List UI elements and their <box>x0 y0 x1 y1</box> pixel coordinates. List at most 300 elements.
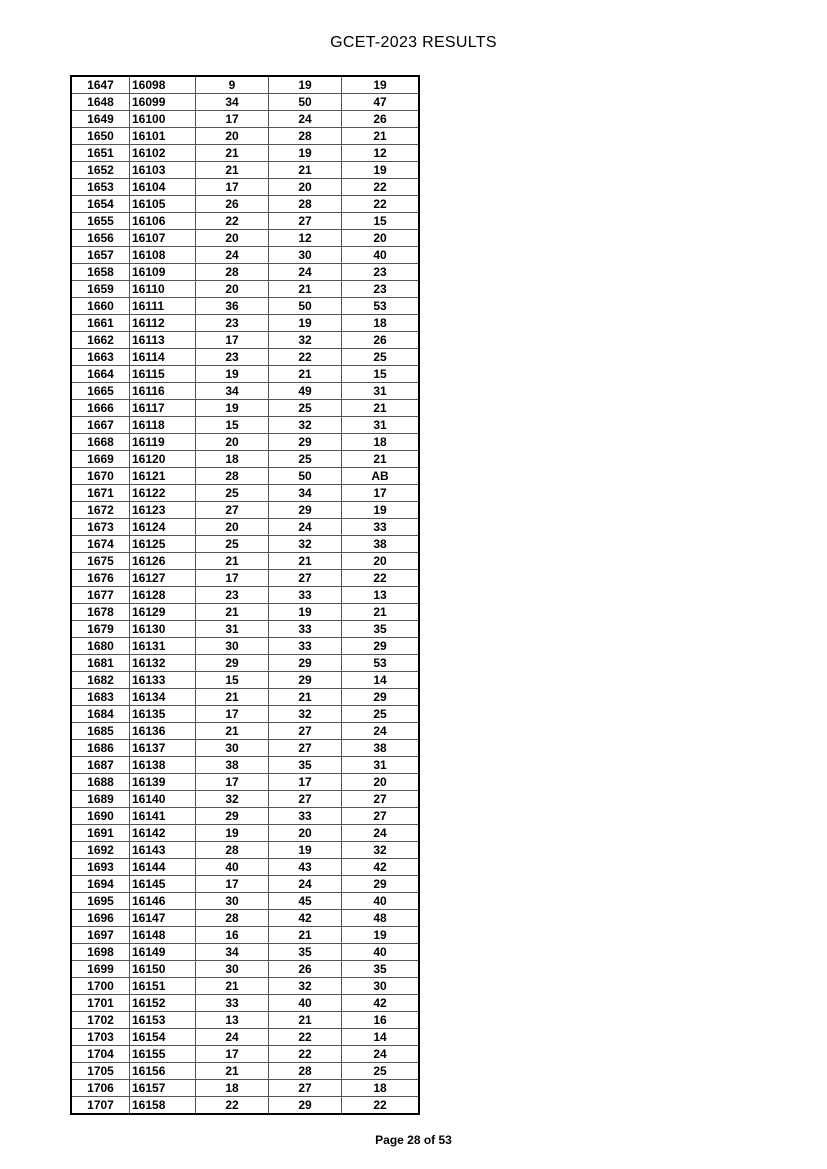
score-3-cell: 29 <box>342 638 420 655</box>
score-3-cell: 38 <box>342 740 420 757</box>
page-title: GCET-2023 RESULTS <box>330 34 497 51</box>
roll-number-cell: 16150 <box>130 961 196 978</box>
score-3-cell: 16 <box>342 1012 420 1029</box>
serial-number-cell: 1650 <box>71 128 130 145</box>
score-2-cell: 29 <box>269 655 342 672</box>
serial-number-cell: 1678 <box>71 604 130 621</box>
table-row <box>71 366 419 383</box>
table-row <box>71 944 419 961</box>
score-2-cell: 28 <box>269 128 342 145</box>
serial-number-cell: 1685 <box>71 723 130 740</box>
score-3-cell: 26 <box>342 111 420 128</box>
roll-number-cell: 16153 <box>130 1012 196 1029</box>
roll-number-cell: 16140 <box>130 791 196 808</box>
table-row <box>71 383 419 400</box>
score-1-cell: 22 <box>196 213 269 230</box>
serial-number-cell: 1674 <box>71 536 130 553</box>
score-2-cell: 33 <box>269 808 342 825</box>
score-2-cell: 50 <box>269 298 342 315</box>
score-3-cell: 14 <box>342 672 420 689</box>
roll-number-cell: 16123 <box>130 502 196 519</box>
serial-number-cell: 1680 <box>71 638 130 655</box>
score-2-cell: 28 <box>269 196 342 213</box>
score-3-cell: 21 <box>342 400 420 417</box>
table-row <box>71 825 419 842</box>
score-1-cell: 28 <box>196 842 269 859</box>
score-2-cell: 34 <box>269 485 342 502</box>
score-2-cell: 21 <box>269 366 342 383</box>
table-row <box>71 774 419 791</box>
table-row <box>71 842 419 859</box>
table-row <box>71 536 419 553</box>
roll-number-cell: 16155 <box>130 1046 196 1063</box>
roll-number-cell: 16113 <box>130 332 196 349</box>
score-1-cell: 23 <box>196 349 269 366</box>
serial-number-cell: 1695 <box>71 893 130 910</box>
score-2-cell: 28 <box>269 1063 342 1080</box>
score-2-cell: 27 <box>269 723 342 740</box>
score-2-cell: 27 <box>269 213 342 230</box>
score-3-cell: 17 <box>342 485 420 502</box>
score-1-cell: 18 <box>196 1080 269 1097</box>
score-1-cell: 30 <box>196 893 269 910</box>
score-2-cell: 21 <box>269 927 342 944</box>
score-1-cell: 21 <box>196 689 269 706</box>
table-row <box>71 247 419 264</box>
results-table <box>70 75 420 1115</box>
roll-number-cell: 16116 <box>130 383 196 400</box>
table-row <box>71 1029 419 1046</box>
serial-number-cell: 1659 <box>71 281 130 298</box>
score-2-cell: 24 <box>269 519 342 536</box>
score-1-cell: 23 <box>196 315 269 332</box>
roll-number-cell: 16134 <box>130 689 196 706</box>
score-2-cell: 21 <box>269 281 342 298</box>
roll-number-cell: 16106 <box>130 213 196 230</box>
serial-number-cell: 1704 <box>71 1046 130 1063</box>
roll-number-cell: 16101 <box>130 128 196 145</box>
score-3-cell: 31 <box>342 383 420 400</box>
table-row <box>71 485 419 502</box>
score-1-cell: 28 <box>196 264 269 281</box>
score-3-cell: 42 <box>342 995 420 1012</box>
score-3-cell: 23 <box>342 264 420 281</box>
serial-number-cell: 1690 <box>71 808 130 825</box>
score-2-cell: 21 <box>269 162 342 179</box>
roll-number-cell: 16131 <box>130 638 196 655</box>
score-2-cell: 43 <box>269 859 342 876</box>
score-1-cell: 9 <box>196 76 269 94</box>
score-1-cell: 21 <box>196 162 269 179</box>
score-3-cell: 19 <box>342 927 420 944</box>
roll-number-cell: 16105 <box>130 196 196 213</box>
score-1-cell: 20 <box>196 230 269 247</box>
roll-number-cell: 16130 <box>130 621 196 638</box>
roll-number-cell: 16125 <box>130 536 196 553</box>
table-row <box>71 76 419 94</box>
table-row <box>71 434 419 451</box>
score-3-cell: 15 <box>342 213 420 230</box>
score-1-cell: 19 <box>196 400 269 417</box>
score-2-cell: 26 <box>269 961 342 978</box>
roll-number-cell: 16126 <box>130 553 196 570</box>
score-2-cell: 19 <box>269 76 342 94</box>
score-2-cell: 22 <box>269 1046 342 1063</box>
table-row <box>71 859 419 876</box>
serial-number-cell: 1705 <box>71 1063 130 1080</box>
score-3-cell: 14 <box>342 1029 420 1046</box>
table-row <box>71 1063 419 1080</box>
serial-number-cell: 1651 <box>71 145 130 162</box>
roll-number-cell: 16158 <box>130 1097 196 1115</box>
score-1-cell: 20 <box>196 519 269 536</box>
score-2-cell: 25 <box>269 400 342 417</box>
table-row <box>71 757 419 774</box>
roll-number-cell: 16132 <box>130 655 196 672</box>
serial-number-cell: 1657 <box>71 247 130 264</box>
score-2-cell: 33 <box>269 621 342 638</box>
score-1-cell: 30 <box>196 638 269 655</box>
table-row <box>71 927 419 944</box>
table-row <box>71 145 419 162</box>
roll-number-cell: 16128 <box>130 587 196 604</box>
roll-number-cell: 16109 <box>130 264 196 281</box>
score-2-cell: 32 <box>269 706 342 723</box>
roll-number-cell: 16152 <box>130 995 196 1012</box>
serial-number-cell: 1702 <box>71 1012 130 1029</box>
table-row <box>71 689 419 706</box>
score-3-cell: 32 <box>342 842 420 859</box>
results-table-body <box>71 76 419 1114</box>
score-2-cell: 24 <box>269 876 342 893</box>
table-row <box>71 638 419 655</box>
table-row <box>71 128 419 145</box>
score-1-cell: 20 <box>196 281 269 298</box>
serial-number-cell: 1698 <box>71 944 130 961</box>
score-1-cell: 24 <box>196 1029 269 1046</box>
serial-number-cell: 1656 <box>71 230 130 247</box>
score-2-cell: 19 <box>269 315 342 332</box>
score-2-cell: 24 <box>269 111 342 128</box>
score-2-cell: 12 <box>269 230 342 247</box>
roll-number-cell: 16117 <box>130 400 196 417</box>
score-1-cell: 19 <box>196 825 269 842</box>
serial-number-cell: 1672 <box>71 502 130 519</box>
serial-number-cell: 1671 <box>71 485 130 502</box>
score-2-cell: 32 <box>269 417 342 434</box>
score-2-cell: 50 <box>269 468 342 485</box>
roll-number-cell: 16099 <box>130 94 196 111</box>
roll-number-cell: 16107 <box>130 230 196 247</box>
score-1-cell: 25 <box>196 536 269 553</box>
score-3-cell: 53 <box>342 655 420 672</box>
table-row <box>71 94 419 111</box>
serial-number-cell: 1653 <box>71 179 130 196</box>
roll-number-cell: 16100 <box>130 111 196 128</box>
roll-number-cell: 16104 <box>130 179 196 196</box>
score-1-cell: 17 <box>196 111 269 128</box>
serial-number-cell: 1648 <box>71 94 130 111</box>
roll-number-cell: 16121 <box>130 468 196 485</box>
score-2-cell: 22 <box>269 349 342 366</box>
serial-number-cell: 1686 <box>71 740 130 757</box>
serial-number-cell: 1687 <box>71 757 130 774</box>
roll-number-cell: 16119 <box>130 434 196 451</box>
score-2-cell: 40 <box>269 995 342 1012</box>
serial-number-cell: 1684 <box>71 706 130 723</box>
score-3-cell: 31 <box>342 417 420 434</box>
score-3-cell: 22 <box>342 179 420 196</box>
serial-number-cell: 1697 <box>71 927 130 944</box>
serial-number-cell: 1675 <box>71 553 130 570</box>
score-1-cell: 38 <box>196 757 269 774</box>
score-3-cell: 20 <box>342 553 420 570</box>
roll-number-cell: 16112 <box>130 315 196 332</box>
score-3-cell: 21 <box>342 604 420 621</box>
score-2-cell: 21 <box>269 553 342 570</box>
score-3-cell: 29 <box>342 876 420 893</box>
score-1-cell: 32 <box>196 791 269 808</box>
table-row <box>71 808 419 825</box>
table-row <box>71 570 419 587</box>
serial-number-cell: 1664 <box>71 366 130 383</box>
table-row <box>71 706 419 723</box>
roll-number-cell: 16122 <box>130 485 196 502</box>
roll-number-cell: 16144 <box>130 859 196 876</box>
table-row <box>71 723 419 740</box>
roll-number-cell: 16145 <box>130 876 196 893</box>
score-3-cell: 40 <box>342 944 420 961</box>
score-1-cell: 29 <box>196 808 269 825</box>
table-row <box>71 179 419 196</box>
roll-number-cell: 16103 <box>130 162 196 179</box>
score-1-cell: 21 <box>196 604 269 621</box>
serial-number-cell: 1652 <box>71 162 130 179</box>
score-3-cell: 24 <box>342 825 420 842</box>
score-2-cell: 45 <box>269 893 342 910</box>
serial-number-cell: 1683 <box>71 689 130 706</box>
roll-number-cell: 16156 <box>130 1063 196 1080</box>
roll-number-cell: 16146 <box>130 893 196 910</box>
roll-number-cell: 16137 <box>130 740 196 757</box>
roll-number-cell: 16142 <box>130 825 196 842</box>
score-3-cell: 20 <box>342 774 420 791</box>
score-3-cell: 25 <box>342 349 420 366</box>
table-row <box>71 519 419 536</box>
score-3-cell: 48 <box>342 910 420 927</box>
serial-number-cell: 1676 <box>71 570 130 587</box>
table-row <box>71 264 419 281</box>
table-row <box>71 230 419 247</box>
roll-number-cell: 16135 <box>130 706 196 723</box>
serial-number-cell: 1663 <box>71 349 130 366</box>
score-3-cell: 27 <box>342 808 420 825</box>
score-3-cell: 19 <box>342 502 420 519</box>
serial-number-cell: 1662 <box>71 332 130 349</box>
score-1-cell: 17 <box>196 1046 269 1063</box>
score-3-cell: 20 <box>342 230 420 247</box>
score-2-cell: 32 <box>269 536 342 553</box>
score-1-cell: 21 <box>196 723 269 740</box>
roll-number-cell: 16124 <box>130 519 196 536</box>
serial-number-cell: 1703 <box>71 1029 130 1046</box>
score-1-cell: 17 <box>196 876 269 893</box>
score-2-cell: 32 <box>269 978 342 995</box>
table-row <box>71 332 419 349</box>
score-1-cell: 15 <box>196 672 269 689</box>
table-row <box>71 468 419 485</box>
roll-number-cell: 16118 <box>130 417 196 434</box>
serial-number-cell: 1700 <box>71 978 130 995</box>
roll-number-cell: 16127 <box>130 570 196 587</box>
serial-number-cell: 1692 <box>71 842 130 859</box>
score-3-cell: 22 <box>342 1097 420 1115</box>
table-row <box>71 1080 419 1097</box>
score-1-cell: 33 <box>196 995 269 1012</box>
serial-number-cell: 1696 <box>71 910 130 927</box>
score-3-cell: 19 <box>342 76 420 94</box>
score-1-cell: 28 <box>196 468 269 485</box>
score-3-cell: 31 <box>342 757 420 774</box>
serial-number-cell: 1660 <box>71 298 130 315</box>
score-2-cell: 35 <box>269 757 342 774</box>
roll-number-cell: 16157 <box>130 1080 196 1097</box>
roll-number-cell: 16151 <box>130 978 196 995</box>
score-3-cell: 35 <box>342 621 420 638</box>
score-2-cell: 27 <box>269 740 342 757</box>
score-1-cell: 21 <box>196 1063 269 1080</box>
score-1-cell: 26 <box>196 196 269 213</box>
score-3-cell: 47 <box>342 94 420 111</box>
table-row <box>71 1046 419 1063</box>
score-1-cell: 24 <box>196 247 269 264</box>
serial-number-cell: 1701 <box>71 995 130 1012</box>
serial-number-cell: 1682 <box>71 672 130 689</box>
roll-number-cell: 16102 <box>130 145 196 162</box>
score-1-cell: 17 <box>196 332 269 349</box>
score-2-cell: 25 <box>269 451 342 468</box>
roll-number-cell: 16139 <box>130 774 196 791</box>
score-3-cell: 29 <box>342 689 420 706</box>
score-1-cell: 20 <box>196 128 269 145</box>
table-row <box>71 791 419 808</box>
score-2-cell: 20 <box>269 825 342 842</box>
score-3-cell: 35 <box>342 961 420 978</box>
score-1-cell: 21 <box>196 145 269 162</box>
score-3-cell: 13 <box>342 587 420 604</box>
score-3-cell: 27 <box>342 791 420 808</box>
serial-number-cell: 1706 <box>71 1080 130 1097</box>
table-row <box>71 111 419 128</box>
serial-number-cell: 1658 <box>71 264 130 281</box>
score-3-cell: 19 <box>342 162 420 179</box>
score-2-cell: 35 <box>269 944 342 961</box>
table-row <box>71 315 419 332</box>
score-3-cell: 21 <box>342 128 420 145</box>
serial-number-cell: 1668 <box>71 434 130 451</box>
score-2-cell: 33 <box>269 587 342 604</box>
score-1-cell: 20 <box>196 434 269 451</box>
table-row <box>71 213 419 230</box>
score-3-cell: 24 <box>342 723 420 740</box>
roll-number-cell: 16143 <box>130 842 196 859</box>
table-row <box>71 196 419 213</box>
score-1-cell: 18 <box>196 451 269 468</box>
roll-number-cell: 16149 <box>130 944 196 961</box>
serial-number-cell: 1667 <box>71 417 130 434</box>
score-1-cell: 17 <box>196 570 269 587</box>
serial-number-cell: 1699 <box>71 961 130 978</box>
score-1-cell: 34 <box>196 383 269 400</box>
score-3-cell: 12 <box>342 145 420 162</box>
serial-number-cell: 1694 <box>71 876 130 893</box>
score-3-cell: 15 <box>342 366 420 383</box>
score-3-cell: 25 <box>342 706 420 723</box>
serial-number-cell: 1666 <box>71 400 130 417</box>
score-3-cell: 53 <box>342 298 420 315</box>
roll-number-cell: 16108 <box>130 247 196 264</box>
roll-number-cell: 16111 <box>130 298 196 315</box>
score-2-cell: 29 <box>269 672 342 689</box>
score-2-cell: 24 <box>269 264 342 281</box>
score-1-cell: 34 <box>196 94 269 111</box>
score-1-cell: 22 <box>196 1097 269 1115</box>
roll-number-cell: 16136 <box>130 723 196 740</box>
table-row <box>71 604 419 621</box>
score-2-cell: 32 <box>269 332 342 349</box>
score-3-cell: 18 <box>342 315 420 332</box>
score-2-cell: 19 <box>269 604 342 621</box>
table-row <box>71 1012 419 1029</box>
score-1-cell: 17 <box>196 706 269 723</box>
table-row <box>71 451 419 468</box>
table-row <box>71 298 419 315</box>
table-row <box>71 502 419 519</box>
score-1-cell: 16 <box>196 927 269 944</box>
score-3-cell: 18 <box>342 1080 420 1097</box>
score-3-cell: 42 <box>342 859 420 876</box>
score-1-cell: 31 <box>196 621 269 638</box>
table-row <box>71 961 419 978</box>
serial-number-cell: 1691 <box>71 825 130 842</box>
score-2-cell: 20 <box>269 179 342 196</box>
score-1-cell: 21 <box>196 978 269 995</box>
score-3-cell: 18 <box>342 434 420 451</box>
serial-number-cell: 1673 <box>71 519 130 536</box>
score-2-cell: 30 <box>269 247 342 264</box>
roll-number-cell: 16120 <box>130 451 196 468</box>
roll-number-cell: 16138 <box>130 757 196 774</box>
table-row <box>71 349 419 366</box>
score-1-cell: 36 <box>196 298 269 315</box>
score-1-cell: 15 <box>196 417 269 434</box>
score-3-cell: 25 <box>342 1063 420 1080</box>
score-3-cell: AB <box>342 468 420 485</box>
roll-number-cell: 16141 <box>130 808 196 825</box>
score-2-cell: 29 <box>269 434 342 451</box>
score-2-cell: 19 <box>269 145 342 162</box>
score-2-cell: 21 <box>269 1012 342 1029</box>
table-row <box>71 893 419 910</box>
table-row <box>71 876 419 893</box>
score-2-cell: 21 <box>269 689 342 706</box>
table-row <box>71 621 419 638</box>
serial-number-cell: 1649 <box>71 111 130 128</box>
score-1-cell: 25 <box>196 485 269 502</box>
serial-number-cell: 1654 <box>71 196 130 213</box>
score-2-cell: 42 <box>269 910 342 927</box>
score-1-cell: 21 <box>196 553 269 570</box>
